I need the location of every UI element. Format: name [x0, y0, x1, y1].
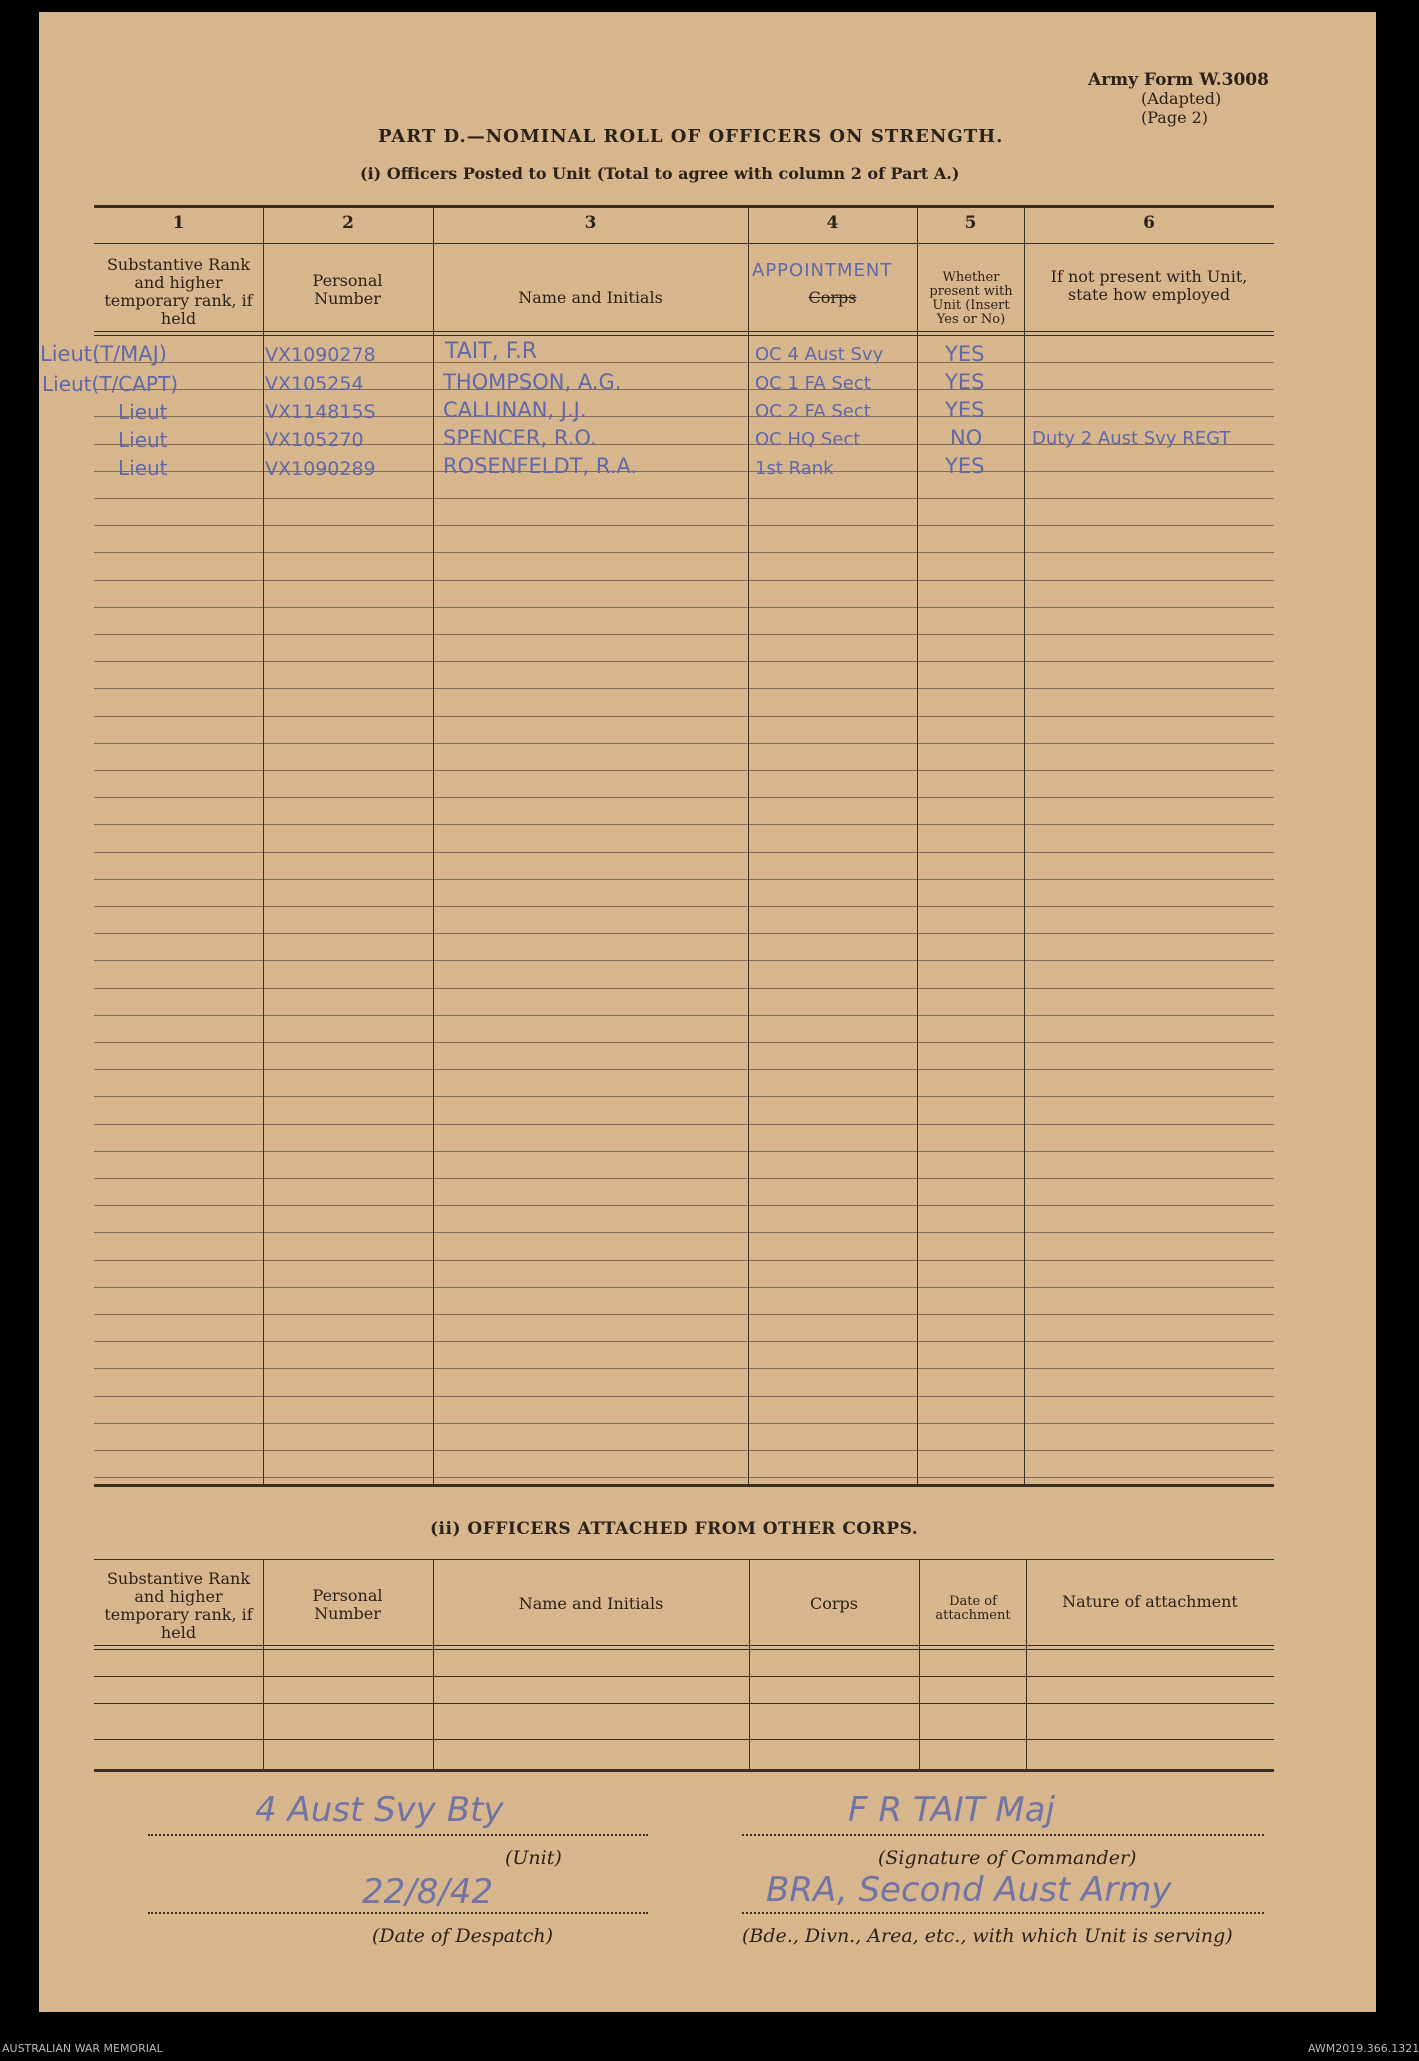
entry-present: YES	[945, 342, 985, 366]
ruled-line	[94, 1396, 1274, 1397]
ruled-line	[94, 1232, 1274, 1233]
header-rank-ii: Substantive Rank and higher temporary rank, if held	[104, 1569, 253, 1642]
header-date-ii: Date of attachment	[935, 1594, 1011, 1623]
ruled-line	[94, 1341, 1274, 1342]
header-present: Whether present with Unit (Insert Yes or No)	[929, 270, 1013, 327]
entry-number: VX105270	[265, 429, 364, 451]
ruled-line	[94, 552, 1274, 553]
entry-number: VX114815S	[265, 401, 376, 423]
column-number: 6	[1143, 213, 1155, 233]
despatch-date-label: (Date of Despatch)	[372, 1925, 554, 1947]
header-employed: If not present with Unit, state how employed	[1050, 267, 1248, 304]
ruled-line	[94, 1178, 1274, 1179]
column-number: 3	[584, 213, 597, 233]
entry-appointment: OC 4 Aust Svy	[755, 344, 884, 365]
ruled-line	[94, 879, 1274, 880]
entry-name: ROSENFELDT, R.A.	[443, 454, 638, 478]
unit-label: (Unit)	[505, 1847, 562, 1869]
archive-credit: AUSTRALIAN WAR MEMORIAL	[2, 2042, 163, 2055]
ruled-line	[94, 1287, 1274, 1288]
column-number: 1	[172, 213, 185, 233]
entry-rank: Lieut	[118, 456, 168, 480]
form-page-number: (Page 2)	[1141, 108, 1209, 127]
ruled-line	[94, 525, 1274, 526]
entry-present: YES	[945, 398, 985, 422]
ruled-line	[94, 1314, 1274, 1315]
entry-appointment: 1st Rank	[755, 458, 834, 479]
entry-present: YES	[945, 370, 985, 394]
header-name-ii: Name and Initials	[518, 1594, 664, 1613]
entry-present: NO	[950, 426, 983, 450]
ruled-line	[94, 716, 1274, 717]
ruled-line	[94, 852, 1274, 853]
ruled-line	[94, 1423, 1274, 1424]
entry-rank: Lieut(T/MAJ)	[40, 342, 167, 366]
entry-name: SPENCER, R.O.	[443, 426, 597, 450]
ruled-line	[94, 743, 1274, 744]
ruled-line	[94, 498, 1274, 499]
ruled-line	[94, 770, 1274, 771]
ruled-line	[94, 1069, 1274, 1070]
part-d-title: PART D.—NOMINAL ROLL OF OFFICERS ON STRENGTH.	[378, 126, 1004, 147]
formation-label: (Bde., Divn., Area, etc., with which Unit is serving)	[742, 1925, 1233, 1947]
header-appointment-handwritten: APPOINTMENT	[752, 260, 893, 281]
entry-number: VX1090278	[265, 344, 376, 366]
despatch-date: 22/8/42	[362, 1872, 494, 1912]
entry-appointment: OC HQ Sect	[755, 429, 861, 450]
entry-name: CALLINAN, J.J.	[443, 398, 587, 422]
table-top-rule	[94, 205, 1274, 208]
formation-handwritten: BRA, Second Aust Army	[766, 1870, 1172, 1910]
ruled-line	[94, 1260, 1274, 1261]
ruled-line	[94, 906, 1274, 907]
header-personal-number-ii: Personal Number	[312, 1586, 383, 1623]
commander-signature: F R TAIT Maj	[848, 1790, 1055, 1830]
entry-number: VX105254	[265, 373, 364, 395]
entry-name: THOMPSON, A.G.	[443, 370, 622, 394]
form-number: Army Form W.3008	[1088, 70, 1269, 90]
ruled-line	[94, 661, 1274, 662]
column-number: 2	[342, 213, 354, 233]
entry-present: YES	[945, 454, 985, 478]
ruled-line	[94, 1015, 1274, 1016]
ruled-line	[94, 580, 1274, 581]
column-number: 4	[826, 213, 839, 233]
header-nature-ii: Nature of attachment	[1062, 1592, 1238, 1611]
ruled-line	[94, 1368, 1274, 1369]
ruled-line	[94, 988, 1274, 989]
ruled-line	[94, 1450, 1274, 1451]
form-adapted: (Adapted)	[1141, 89, 1222, 108]
header-corps: Corps	[808, 288, 857, 307]
ruled-line	[94, 688, 1274, 689]
ruled-line	[94, 1151, 1274, 1152]
signature-label: (Signature of Commander)	[878, 1847, 1137, 1869]
header-corps-ii: Corps	[810, 1594, 858, 1613]
entry-rank: Lieut(T/CAPT)	[42, 372, 179, 396]
ruled-line	[94, 933, 1274, 934]
column-number: 5	[964, 213, 977, 233]
entry-name: TAIT, F.R	[445, 339, 538, 364]
entry-number: VX1090289	[265, 458, 376, 480]
ruled-line	[94, 960, 1274, 961]
ruled-line	[94, 634, 1274, 635]
ruled-line	[94, 1096, 1274, 1097]
header-rank: Substantive Rank and higher temporary rank, if held	[104, 255, 253, 328]
ruled-line	[94, 797, 1274, 798]
entry-rank: Lieut	[118, 400, 168, 424]
entry-appointment: OC 1 FA Sect	[755, 373, 871, 394]
table-bottom-rule	[94, 1484, 1274, 1487]
ruled-line	[94, 1477, 1274, 1478]
ruled-line	[94, 1042, 1274, 1043]
entry-rank: Lieut	[118, 428, 168, 452]
header-personal-number: Personal Number	[312, 271, 383, 308]
ruled-line	[94, 607, 1274, 608]
part-ii-title: (ii) OFFICERS ATTACHED FROM OTHER CORPS.	[430, 1519, 919, 1539]
ruled-line	[94, 1124, 1274, 1125]
ruled-line	[94, 1205, 1274, 1206]
header-name: Name and Initials	[518, 288, 663, 307]
unit-signature: 4 Aust Svy Bty	[255, 1790, 504, 1830]
entry-employed: Duty 2 Aust Svy REGT	[1032, 428, 1231, 449]
part-d-subtitle: (i) Officers Posted to Unit (Total to agree with column 2 of Part A.)	[360, 164, 960, 183]
archive-id: AWM2019.366.1321	[1308, 2042, 1419, 2055]
entry-appointment: OC 2 FA Sect	[755, 401, 871, 422]
ruled-line	[94, 824, 1274, 825]
